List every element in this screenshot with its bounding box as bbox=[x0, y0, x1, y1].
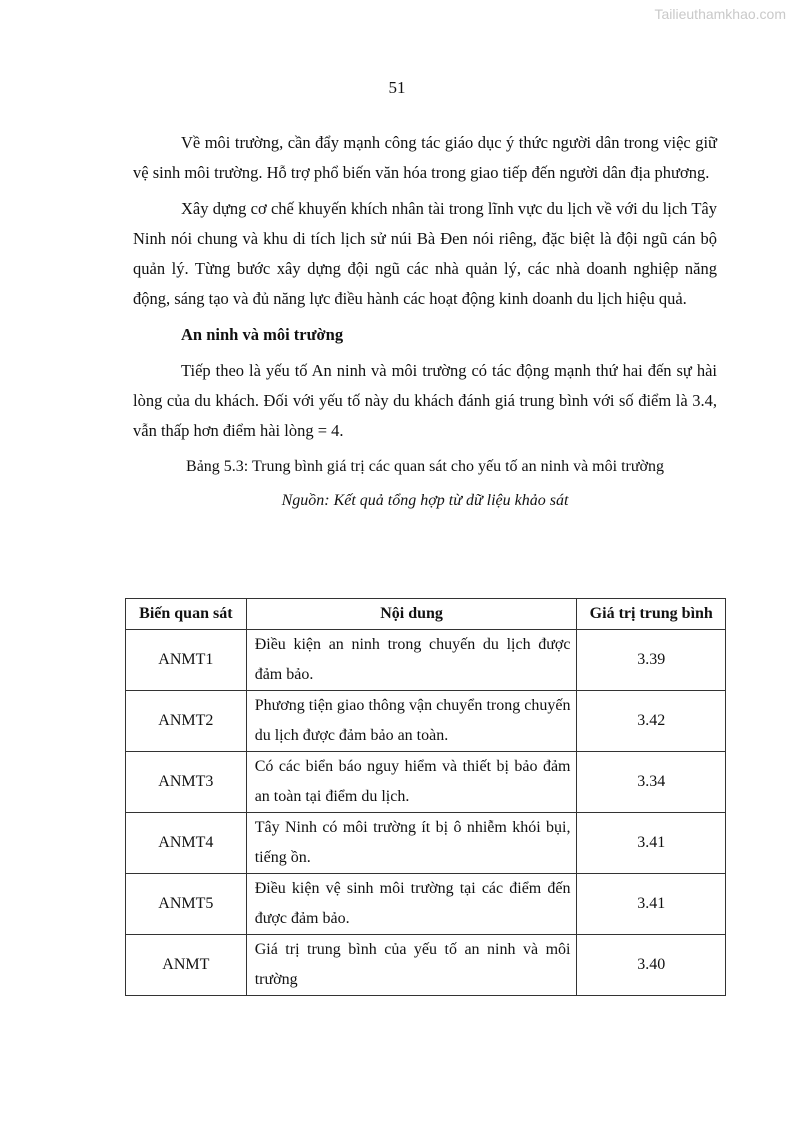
cell-code: ANMT3 bbox=[126, 752, 247, 813]
cell-code: ANMT2 bbox=[126, 691, 247, 752]
document-body bbox=[133, 128, 717, 522]
cell-code: ANMT1 bbox=[126, 630, 247, 691]
cell-code: ANMT4 bbox=[126, 813, 247, 874]
table-row bbox=[126, 935, 726, 996]
table-caption: Bảng 5.3: Trung bình giá trị các quan sát cho yếu tố an ninh và môi trường bbox=[186, 458, 664, 475]
cell-value: 3.39 bbox=[577, 630, 726, 691]
paragraph-1: Về môi trường, cần đẩy mạnh công tác giáo dục ý thức người dân trong việc giữ vệ sinh môi trường. Hỗ trợ phổ biến văn hóa trong giao tiếp đến người dân địa phương. bbox=[133, 133, 717, 182]
page-number: 51 bbox=[388, 78, 406, 97]
cell-content: Điều kiện an ninh trong chuyến du lịch được đảm bảo. bbox=[246, 630, 577, 691]
table-row bbox=[126, 874, 726, 935]
table-row bbox=[126, 630, 726, 691]
data-table bbox=[125, 598, 726, 996]
cell-value: 3.40 bbox=[577, 935, 726, 996]
watermark: Tailieuthamkhao.com bbox=[654, 6, 786, 22]
cell-content: Giá trị trung bình của yếu tố an ninh và môi trường bbox=[246, 935, 577, 996]
table-row bbox=[126, 691, 726, 752]
table-source: Nguồn: Kết quả tổng hợp từ dữ liệu khảo sát bbox=[281, 492, 569, 509]
paragraph-3: Tiếp theo là yếu tố An ninh và môi trường có tác động mạnh thứ hai đến sự hài lòng của du khách. Đối với yếu tố này du khách đánh giá trung bình với số điểm là 3.4, vẫn thấp hơn điểm hài lòng = 4. bbox=[133, 361, 717, 440]
cell-value: 3.41 bbox=[577, 874, 726, 935]
cell-content: Điều kiện vệ sinh môi trường tại các điểm đến được đảm bảo. bbox=[246, 874, 577, 935]
header-mean: Giá trị trung bình bbox=[577, 599, 726, 630]
table-row bbox=[126, 752, 726, 813]
table-row bbox=[126, 813, 726, 874]
section-heading: An ninh và môi trường bbox=[181, 325, 344, 344]
cell-value: 3.42 bbox=[577, 691, 726, 752]
header-variable: Biến quan sát bbox=[126, 599, 247, 630]
cell-code: ANMT5 bbox=[126, 874, 247, 935]
header-content: Nội dung bbox=[246, 599, 577, 630]
cell-code: ANMT bbox=[126, 935, 247, 996]
paragraph-2: Xây dựng cơ chế khuyến khích nhân tài trong lĩnh vực du lịch về với du lịch Tây Ninh nói chung và khu di tích lịch sử núi Bà Đen nói riêng, đặc biệt là đội ngũ cán bộ quản lý. Từng bước xây dựng đội ngũ các nhà quản lý, các nhà doanh nghiệp năng động, sáng tạo và đủ năng lực điều hành các hoạt động kinh doanh du lịch hiệu quả. bbox=[133, 199, 717, 308]
table-header-row bbox=[126, 599, 726, 630]
cell-content: Có các biển báo nguy hiểm và thiết bị bảo đảm an toàn tại điểm du lịch. bbox=[246, 752, 577, 813]
cell-content: Phương tiện giao thông vận chuyển trong chuyến du lịch được đảm bảo an toàn. bbox=[246, 691, 577, 752]
cell-value: 3.41 bbox=[577, 813, 726, 874]
cell-value: 3.34 bbox=[577, 752, 726, 813]
cell-content: Tây Ninh có môi trường ít bị ô nhiễm khói bụi, tiếng ồn. bbox=[246, 813, 577, 874]
